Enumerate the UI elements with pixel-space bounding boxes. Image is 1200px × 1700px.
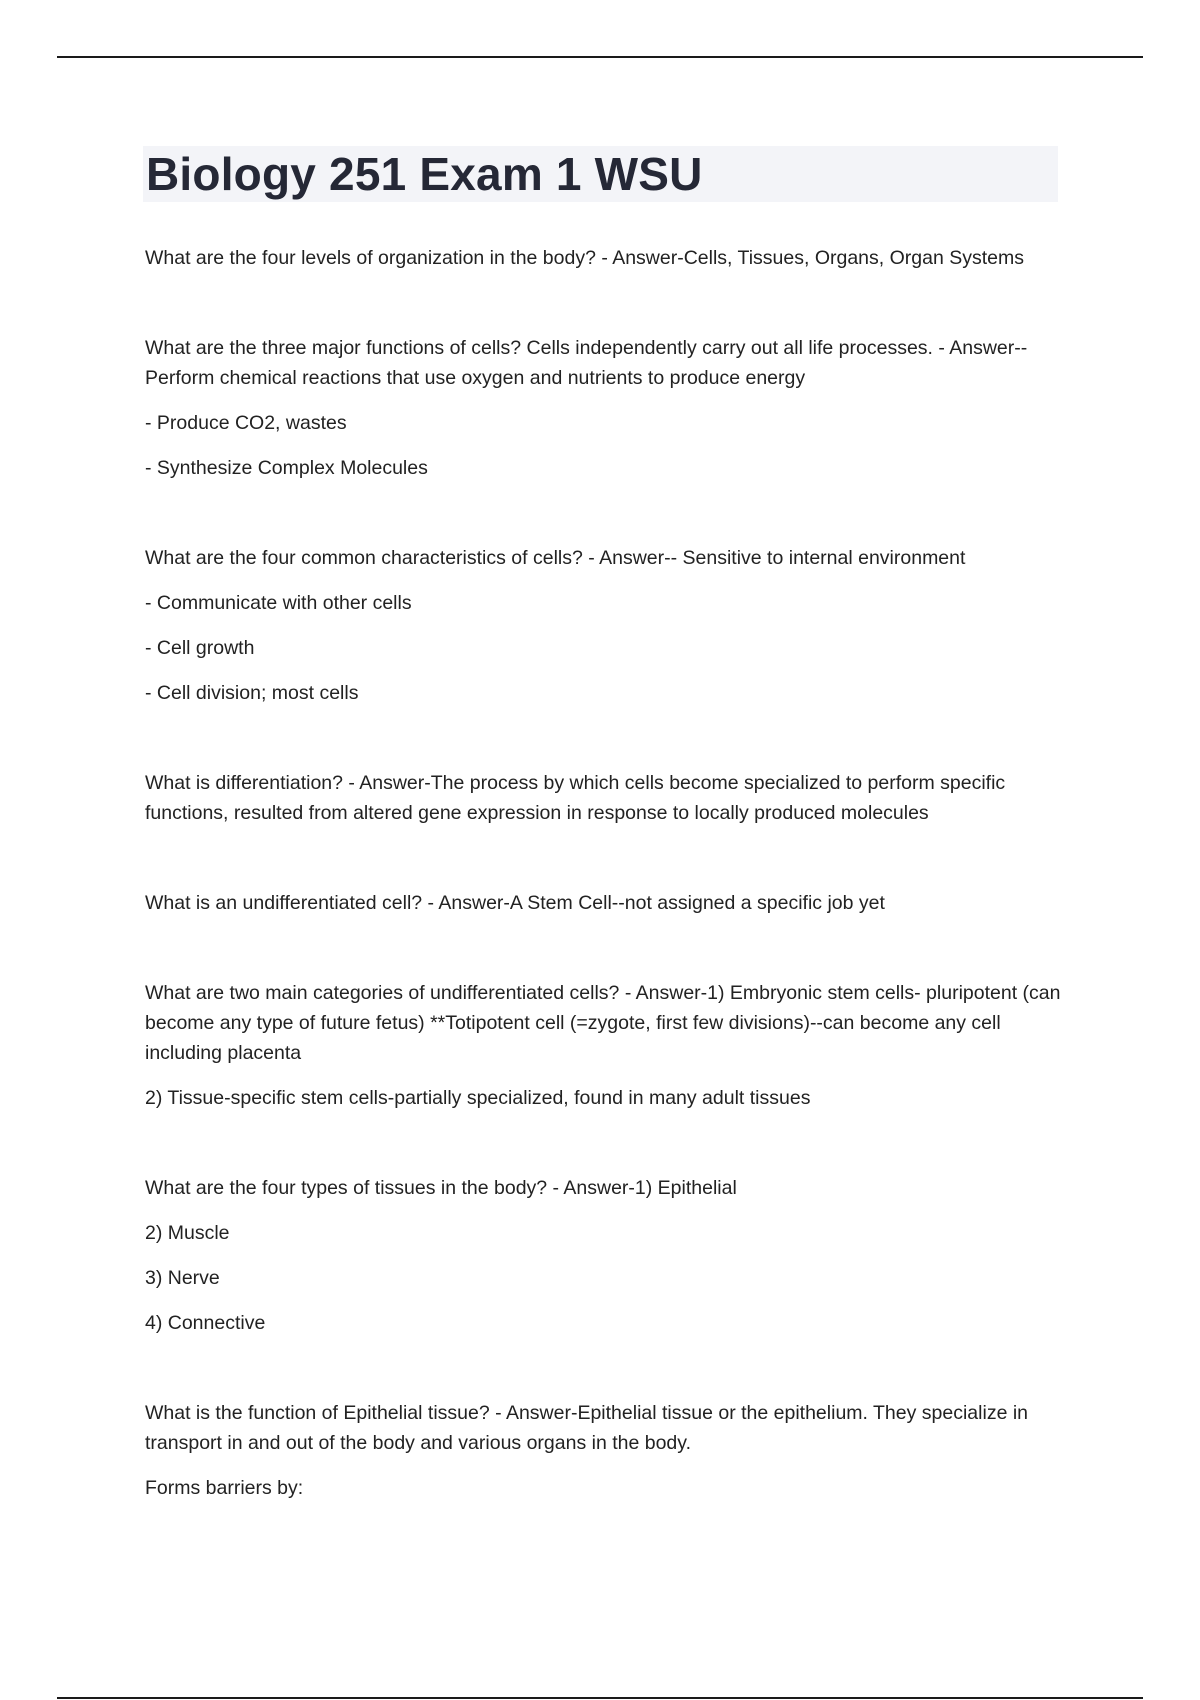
qa-entry — [145, 333, 1065, 483]
answer-line: - Communicate with other cells — [145, 592, 412, 614]
qa-entry — [145, 1398, 1065, 1503]
question-answer: What is an undifferentiated cell? - Answer-A Stem Cell--not assigned a specific job yet — [145, 892, 885, 914]
document-body — [145, 243, 1065, 1563]
qa-entry — [145, 888, 1065, 918]
answer-line: 3) Nerve — [145, 1267, 220, 1289]
top-rule — [57, 56, 1143, 58]
document-title: Biology 251 Exam 1 WSU — [146, 148, 703, 200]
question-answer: What are the four levels of organization in the body? - Answer-Cells, Tissues, Organs, Organ Systems — [145, 247, 1024, 269]
bottom-rule — [57, 1697, 1143, 1699]
qa-entry — [145, 243, 1065, 273]
qa-entry — [145, 978, 1065, 1113]
question-answer: What are the three major functions of cells? Cells independently carry out all life processes. - Answer-- Perform chemical reactions that use oxygen and nutrients to produce energy — [145, 337, 1028, 389]
answer-line: 4) Connective — [145, 1312, 266, 1334]
question-answer: What is differentiation? - Answer-The process by which cells become specialized to perform specific functions, resulted from altered gene expression in response to locally produced molecules — [145, 772, 1006, 824]
question-answer: What are the four common characteristics of cells? - Answer-- Sensitive to internal environment — [145, 547, 966, 569]
answer-line: - Cell division; most cells — [145, 682, 359, 704]
answer-line: - Produce CO2, wastes — [145, 412, 347, 434]
question-answer: What are two main categories of undifferentiated cells? - Answer-1) Embryonic stem cells- pluripotent (can become any type of future fetus) **Totipotent cell (=zygote, first few divisions)--can become any cell including placenta — [145, 982, 1061, 1064]
question-answer: What is the function of Epithelial tissue? - Answer-Epithelial tissue or the epithelium. They specialize in transport in and out of the body and various organs in the body. — [145, 1402, 1029, 1454]
answer-line: 2) Tissue-specific stem cells-partially specialized, found in many adult tissues — [145, 1087, 811, 1109]
qa-entry — [145, 543, 1065, 708]
qa-entry — [145, 1173, 1065, 1338]
question-answer: What are the four types of tissues in the body? - Answer-1) Epithelial — [145, 1177, 737, 1199]
qa-entry — [145, 768, 1065, 828]
answer-line: - Synthesize Complex Molecules — [145, 457, 428, 479]
answer-line: 2) Muscle — [145, 1222, 230, 1244]
answer-line: Forms barriers by: — [145, 1477, 304, 1499]
answer-line: - Cell growth — [145, 637, 255, 659]
